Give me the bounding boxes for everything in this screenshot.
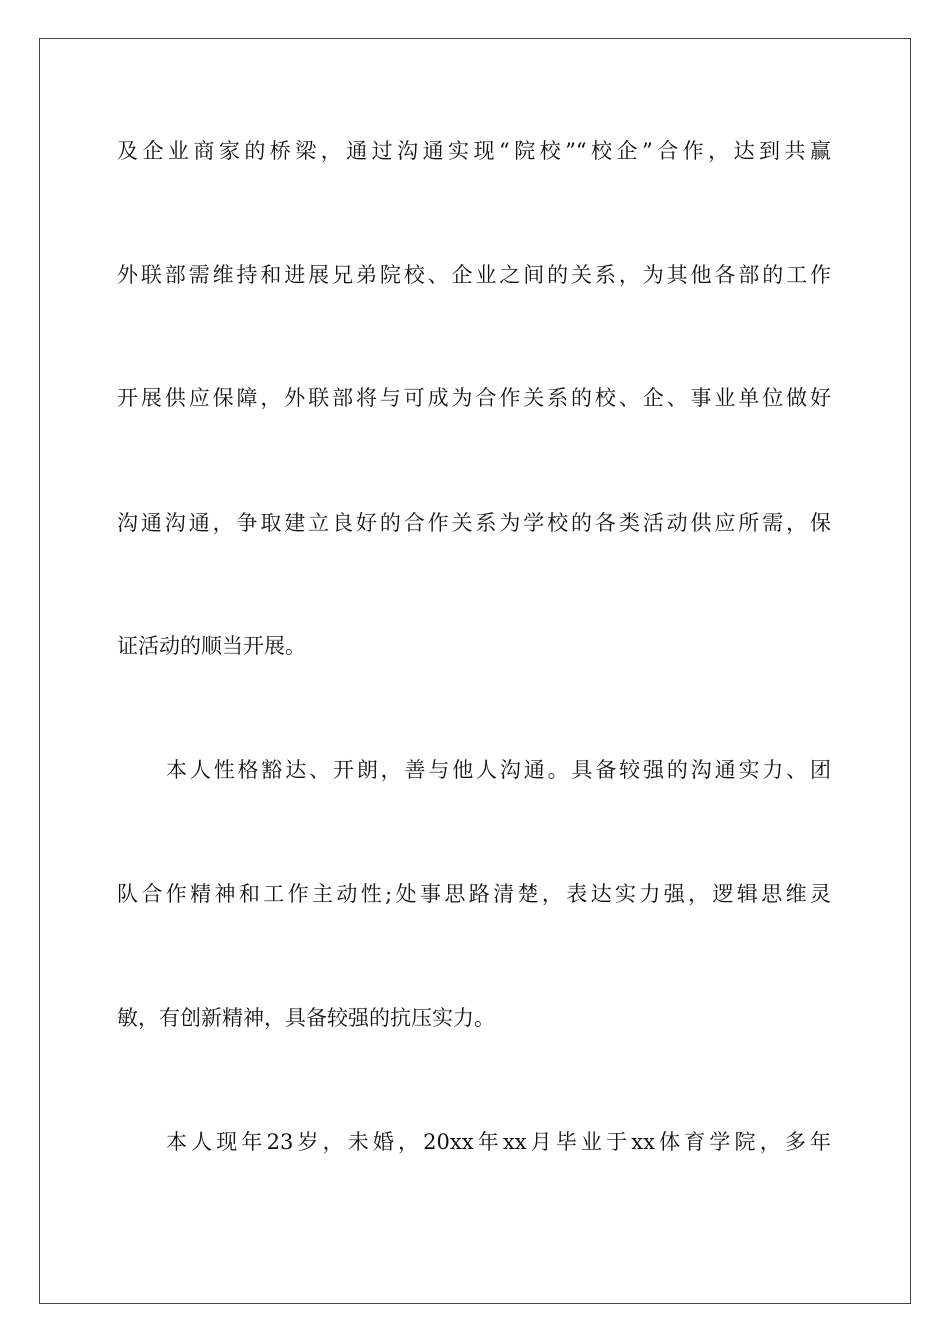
paragraph-line-9: 本人现年23岁，未婚，20xx年xx月毕业于xx体育学院，多年 [166, 1130, 831, 1154]
paragraph-line-7: 队合作精神和工作主动性;处事思路清楚，表达实力强，逻辑思维灵 [117, 882, 831, 906]
paragraph-line-6: 本人性格豁达、开朗，善与他人沟通。具备较强的沟通实力、团 [166, 758, 831, 782]
page-border [39, 38, 911, 1304]
paragraph-line-4: 沟通沟通，争取建立良好的合作关系为学校的各类活动供应所需，保 [117, 511, 831, 535]
paragraph-line-1: 及企业商家的桥梁，通过沟通实现“院校”“校企”合作，达到共赢 [117, 139, 831, 163]
paragraph-line-8: 敏，有创新精神，具备较强的抗压实力。 [117, 1006, 495, 1030]
paragraph-line-2: 外联部需维持和进展兄弟院校、企业之间的关系，为其他各部的工作 [117, 263, 831, 287]
paragraph-line-5: 证活动的顺当开展。 [117, 634, 306, 658]
paragraph-line-3: 开展供应保障，外联部将与可成为合作关系的校、企、事业单位做好 [117, 386, 831, 410]
